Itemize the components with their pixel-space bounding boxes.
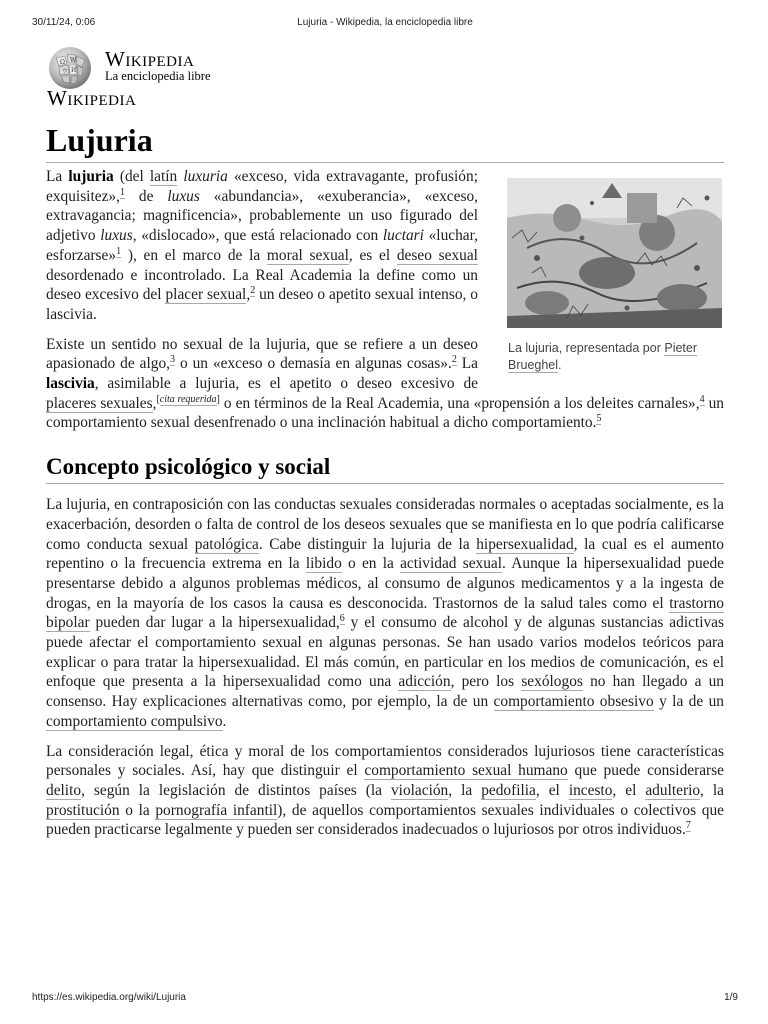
svg-text:Ω: Ω xyxy=(60,59,65,66)
ref-7[interactable]: 7 xyxy=(685,820,691,832)
svg-text:W: W xyxy=(70,57,77,64)
page-title: Lujuria xyxy=(46,121,724,163)
link-placer-sexual[interactable]: placer sexual xyxy=(165,286,247,304)
print-page-number: 1/9 xyxy=(724,992,738,1003)
link-comportamiento-compulsivo[interactable]: comportamiento compulsivo xyxy=(46,712,223,730)
ref-5[interactable]: 5 xyxy=(596,413,602,425)
print-page-title: Lujuria - Wikipedia, la enciclopedia libre xyxy=(297,17,473,28)
intro-paragraph-2: Existe un sentido no sexual de la lujuria, que se refiere a un deseo apasionado de algo,$^3$ o un «exceso o demasía en algunas cosas».$^2$ La lascivia, asimilable a lujuria, es el apetito o deseo excesivo de placeres sexuales,[cita requerida] o en términos de la Real Academia, una «propensión a los deleites carnales»,$^4$ un comportamiento sexual desenfrenado o una inclinación habitual a dicho comportamiento.$^5$ xyxy=(46,335,724,432)
print-date: 30/11/24, 0:06 xyxy=(32,17,96,28)
link-prostitucion[interactable]: prostitución xyxy=(46,801,120,819)
link-adiccion[interactable]: adicción xyxy=(398,673,451,691)
print-url: https://es.wikipedia.org/wiki/Lujuria xyxy=(32,992,186,1003)
link-hipersexualidad[interactable]: hipersexualidad xyxy=(476,535,574,553)
image-caption: La lujuria, representada por Pieter Brueghel. xyxy=(508,340,698,372)
link-pieter-brueghel[interactable]: Pieter Brueghel xyxy=(508,340,698,372)
section-paragraph-2: La consideración legal, ética y moral de los comportamientos considerados lujuriosos tiene características personales y sociales. Así, hay que distinguir el comportamiento sexual humano que puede considerarse delito, según la legislación de distintos países (la violación, la pedofilia, el incesto, el adulterio, la prostitución o la pornografía infantil), de aquellos comportamientos sexuales individuales o colectivos que pueden practicarse legalmente y pueden ser considerados inadecuados o lujuriosos por otros individuos.$^7$ xyxy=(46,742,724,839)
section-heading-concepto: Concepto psicológico y social xyxy=(46,453,724,484)
section-paragraph-1: La lujuria, en contraposición con las conductas sexuales consideradas normales o aceptadas socialmente, es la exacerbación, desorden o falta de control de los deseos sexuales que se manifiesta en lo que podría calificarse como conducta sexual patológica. Cabe distinguir la lujuria de la hipersexualidad, la cual es el aumento repentino o la frecuencia extrema en la libido o en la actividad sexual. Aunque la hipersexualidad puede presentarse debido a algunos problemas médicos, al consumo de algunos medicamentos y a la ingesta de drogas, en la mayoría de los casos la causa es desconocida. Trastornos de la salud tales como el trastorno bipolar pueden dar lugar a la hipersexualidad,$^6$ y el consumo de alcohol y de algunas sustancias adictivas puede afectar el comportamiento sexual en algunas personas. Se han usado varios modelos teóricos para explicar o para tratar la hipersexualidad. El más común, en particular en los medios de comunicación, es el enfoque que presenta a la hipersexualidad como una adicción, pero los sexólogos no han llegado a un consenso. Hay explicaciones alternativas como, por ejemplo, la de un comportamiento obsesivo y la de un comportamiento compulsivo. xyxy=(46,496,725,730)
bold-lujuria: lujuria xyxy=(68,168,114,185)
link-pornografia-infantil[interactable]: pornografía infantil xyxy=(155,801,278,819)
logo-tagline: La enciclopedia libre xyxy=(105,69,211,83)
print-header xyxy=(32,17,738,31)
link-actividad-sexual[interactable]: actividad sexual xyxy=(400,555,503,573)
print-footer xyxy=(32,992,738,1006)
ref-1b[interactable]: 1 xyxy=(116,245,122,257)
logo-wordmark-text: Wikipedia xyxy=(47,86,137,110)
lust-engraving-image[interactable] xyxy=(507,178,722,328)
link-libido[interactable]: libido xyxy=(305,555,342,573)
ref-4[interactable]: 4 xyxy=(699,393,705,405)
svg-text:ウ: ウ xyxy=(62,68,69,75)
link-sexologos[interactable]: sexólogos xyxy=(521,673,583,691)
bold-lascivia: lascivia xyxy=(46,375,95,393)
globe-icon xyxy=(46,44,96,90)
link-deseo-sexual[interactable]: deseo sexual xyxy=(396,246,478,264)
link-violacion[interactable]: violación xyxy=(390,781,449,799)
link-comportamiento-obsesivo[interactable]: comportamiento obsesivo xyxy=(493,693,654,711)
citation-needed[interactable]: [cita requerida] xyxy=(156,393,220,405)
ref-6[interactable]: 6 xyxy=(339,613,345,625)
link-patologica[interactable]: patológica xyxy=(194,535,259,553)
infobox xyxy=(502,178,724,374)
link-delito[interactable]: delito xyxy=(46,781,82,799)
ref-1[interactable]: 1 xyxy=(119,186,125,198)
link-pedofilia[interactable]: pedofilia xyxy=(481,781,536,799)
link-comportamiento-sexual-humano[interactable]: comportamiento sexual humano xyxy=(364,762,568,780)
intro-paragraph-1: La lujuria (del latín luxuria «exceso, vida extravagante, profusión; exquisitez»,$^1$ de luxus «abundancia», «exuberancia», «exceso, extravagancia; magnificencia», probablemente un uso figurado del adjetivo luxus, «dislocado», que está relacionado con luctari «luchar, esforzarse»$^1$ ), en el marco de la moral sexual, es el deseo sexual desordenado e incontrolado. La Real Academia la define como un deseo excesivo del placer sexual,$^2$ un deseo o apetito sexual intenso, o lascivia. xyxy=(46,168,479,323)
link-incesto[interactable]: incesto xyxy=(568,781,613,799)
link-adulterio[interactable]: adulterio xyxy=(645,781,701,799)
logo-wordmark: Wikipedia xyxy=(105,47,195,71)
link-latin[interactable]: latín xyxy=(149,168,178,185)
article-content xyxy=(46,167,724,850)
ref-2b[interactable]: 2 xyxy=(451,354,457,366)
link-moral-sexual[interactable]: moral sexual xyxy=(266,246,349,264)
link-placeres-sexuales[interactable]: placeres sexuales xyxy=(46,394,153,412)
svg-text:И: И xyxy=(71,67,77,74)
ref-2[interactable]: 2 xyxy=(250,285,256,297)
ref-3[interactable]: 3 xyxy=(170,354,176,366)
link-trastorno-bipolar[interactable]: trastorno bipolar xyxy=(46,594,724,632)
